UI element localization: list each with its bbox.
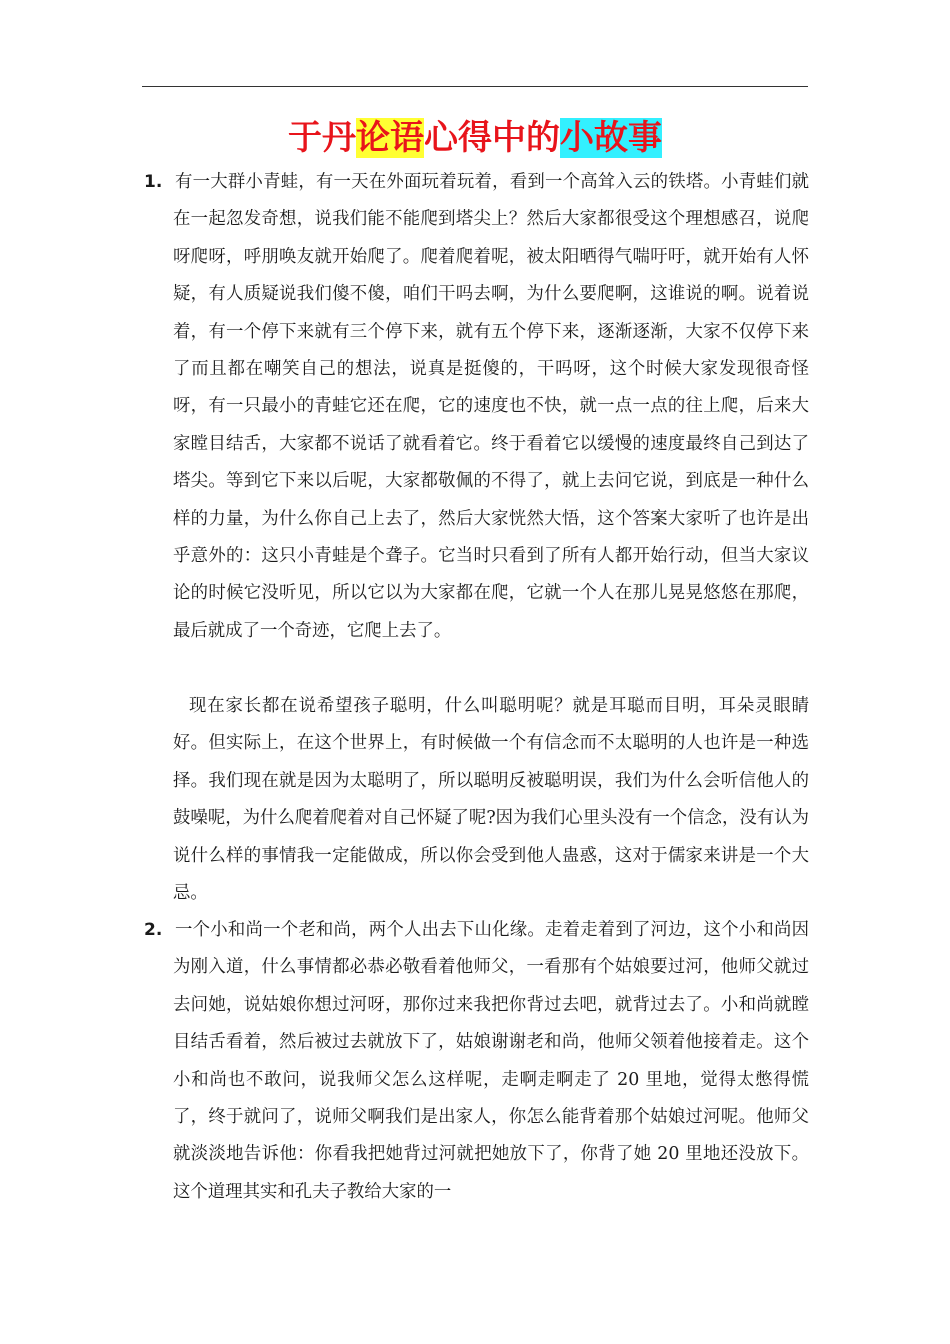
story-paragraph: 有一大群小青蛙，有一天在外面玩着玩着，看到一个高耸入云的铁塔。小青蛙们就在一起忽发奇想，说我们能不能爬到塔尖上？然后大家都很受这个理想感召，说爬呀爬呀，呼朋唤友就开始爬了。爬着爬着呢，被太阳晒得气喘吁吁，就开始有人怀疑，有人质疑说我们傻不傻，咱们干吗去啊，为什么要爬啊，这谁说的啊。说着说着，有一个停下来就有三个停下来，就有五个停下来，逐渐逐渐，大家不仅停下来了而且都在嘲笑自己的想法，说真是挺傻的，干吗呀，这个时候大家发现很奇怪呀，有一只最小的青蛙它还在爬，它的速度也不快，就一点一点的往上爬，后来大家瞠目结舌，大家都不说话了就看着它。终于看着它以缓慢的速度最终自己到达了塔尖。等到它下来以后呢，大家都敬佩的不得了，就上去问它说，到底是一种什么样的力量，为什么你自己上去了，然后大家恍然大悟，这个答案大家听了也许是出乎意外的：这只小青蛙是个聋子。它当时只看到了所有人都开始行动，但当大家议论的时候它没听见，所以它以为大家都在爬，它就一个人在那儿晃晃悠悠在那爬，最后就成了一个奇迹，它爬上去了。 bbox=[173, 172, 809, 641]
title-highlight-yellow: 论语 bbox=[356, 118, 424, 158]
page-title bbox=[0, 112, 950, 164]
story-paragraph: 一个小和尚一个老和尚，两个人出去下山化缘。走着走着到了河边，这个小和尚因为刚入道，什么事情都必恭必敬看着他师父，一看那有个姑娘要过河，他师父就过去问她，说姑娘你想过河呀，那你过来我把你背过去吧，就背过去了。小和尚就瞠目结舌看着，然后被过去就放下了，姑娘谢谢老和尚，他师父领着他接着走。这个小和尚也不敢问，说我师父怎么这样呢，走啊走啊走了 20 里地，觉得太憋得慌了，终于就问了，说师父啊我们是出家人，你怎么能背着那个姑娘过河呢。他师父就淡淡地告诉他：你看我把她背过河就把她放下了，你背了她 20 里地还没放下。这个道理其实和孔夫子教给大家的一 bbox=[173, 920, 809, 1202]
top-divider bbox=[142, 86, 808, 87]
story-number: 2. bbox=[144, 920, 163, 940]
title-part-1: 于丹 bbox=[288, 118, 356, 158]
story-number: 1. bbox=[144, 172, 163, 192]
title-highlight-cyan: 小故事 bbox=[560, 118, 662, 158]
story-paragraph: 现在家长都在说希望孩子聪明，什么叫聪明呢？就是耳聪而目明，耳朵灵眼睛好。但实际上，在这个世界上，有时候做一个有信念而不太聪明的人也许是一种选择。我们现在就是因为太聪明了，所以聪明反被聪明误，我们为什么会听信他人的鼓噪呢，为什么爬着爬着对自己怀疑了呢?因为我们心里头没有一个信念，没有认为说什么样的事情我一定能做成，所以你会受到他人蛊惑，这对于儒家来讲是一个大忌。 bbox=[173, 696, 809, 904]
title-part-3: 心得中的 bbox=[424, 118, 560, 158]
